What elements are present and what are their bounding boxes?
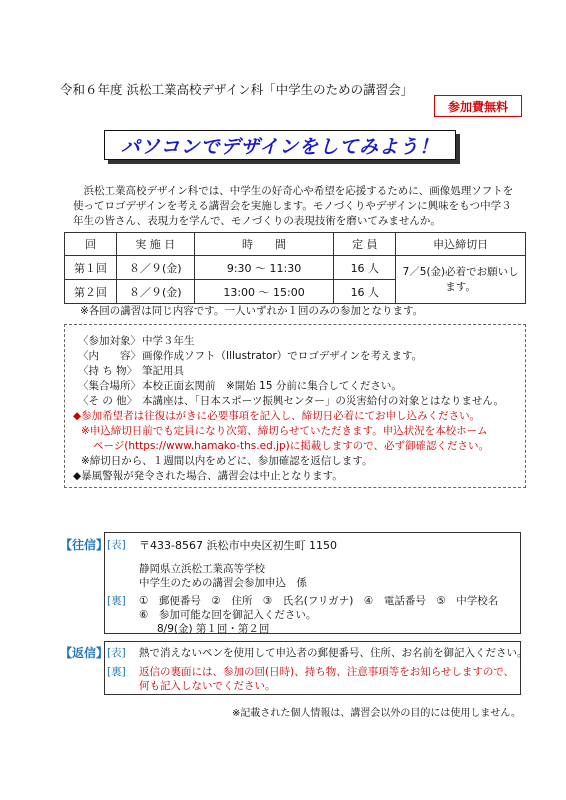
closing-notice-line2: ページ(https://www.hamako-ths.ed.jp)に掲載しますので、必ず御確認ください。 bbox=[93, 440, 490, 452]
date-cell: ８／９(金) bbox=[116, 280, 194, 304]
content-value: 画像作成ソフト（Illustrator）でロゴデザインを考えます。 bbox=[142, 350, 423, 362]
content-line bbox=[78, 348, 422, 363]
session-options: 8/9(金) 第１回・第２回 bbox=[157, 623, 270, 635]
back-tag: [裏] bbox=[107, 666, 126, 678]
target-key: 〈参加対象〉 bbox=[78, 335, 141, 347]
deadline-text-line2: ます。 bbox=[445, 280, 476, 293]
intro-paragraph: 浜松工業高校デザイン科では、中学生の好奇心や希望を応援するために、画像処理ソフトを使ってロゴデザインを考える講習会を実施します。モノづくりやデザインに興味をもつ中学３年生の皆さん、表現力を学んで、モノづくりの表現技術を磨いてみませんか。 bbox=[73, 185, 514, 227]
session-note: ※各回の講習は同じ内容です。一人いずれか１回のみの参加となります。 bbox=[80, 305, 424, 317]
postal-address: 〒433-8567 浜松市中央区初生町 1150 bbox=[139, 539, 337, 552]
details-box bbox=[64, 324, 526, 488]
other-value: 本講座は、「日本スポーツ振興センター」の災害給付の対象とはなりません。 bbox=[142, 395, 505, 407]
outgoing-label: 【往信】 bbox=[60, 538, 109, 552]
time-cell: 13:00 ～ 15:00 bbox=[194, 280, 334, 304]
reply-back-line1: 返信の裏面には、参加の回(日時)、持ち物、注意事項等をお知らせしますので、 bbox=[139, 666, 515, 678]
recipient-name: 中学生のための講習会参加申込 係 bbox=[139, 577, 307, 589]
back-tag: [裏] bbox=[107, 595, 126, 607]
target-value: 中学３年生 bbox=[142, 335, 195, 347]
front-tag: [表] bbox=[107, 647, 126, 659]
reply-label: 【返信】 bbox=[60, 646, 109, 660]
other-line bbox=[78, 393, 504, 408]
items-key: 〈持 ち 物〉 bbox=[78, 365, 138, 377]
deadline-cell bbox=[396, 256, 526, 304]
deadline-text-line1: 7／5(金)必着でお願いし bbox=[402, 265, 519, 278]
place-line bbox=[78, 378, 402, 393]
reply-front-text: 熱で消えないペンを使用して申込者の郵便番号、住所、お名前を御記入ください。 bbox=[139, 647, 528, 659]
round-cell: 第２回 bbox=[65, 280, 117, 304]
page-title: 令和６年度 浜松工業高校デザイン科「中学生のための講習会」 bbox=[60, 82, 414, 97]
content-key: 〈内 容〉 bbox=[78, 350, 141, 362]
header-round: 回 bbox=[65, 233, 117, 256]
items-value: 筆記用具 bbox=[142, 365, 184, 377]
apply-instruction: ◆参加希望者は往復はがきに必要事項を記入し、締切日必着にてお申し込みください。 bbox=[73, 410, 481, 422]
time-cell: 9:30 ～ 11:30 bbox=[194, 256, 334, 280]
header-deadline: 申込締切日 bbox=[396, 233, 526, 256]
free-participation-badge: 参加費無料 bbox=[434, 95, 522, 117]
required-fields: ① 郵便番号 ② 住所 ③ 氏名(フリガナ) ④ 電話番号 ⑤ 中学校名 bbox=[139, 595, 499, 607]
schedule-header-row bbox=[65, 233, 526, 256]
reply-card-box bbox=[104, 641, 528, 695]
schedule-table bbox=[64, 232, 526, 304]
target-line bbox=[78, 333, 195, 348]
header-time: 時 間 bbox=[194, 233, 334, 256]
round-cell: 第１回 bbox=[65, 256, 117, 280]
reply-back-line2: 何も記入しないでください。 bbox=[139, 680, 276, 692]
header-date: 実 施 日 bbox=[116, 233, 194, 256]
field-six: ⑥ 参加可能な回を御記入ください。 bbox=[139, 609, 317, 621]
outgoing-card-box bbox=[104, 532, 521, 634]
items-line bbox=[78, 363, 184, 378]
capacity-cell: 16 人 bbox=[334, 256, 396, 280]
header-capacity: 定 員 bbox=[334, 233, 396, 256]
storm-notice: ◆暴風警報が発令された場合、講習会は中止となります。 bbox=[73, 470, 343, 482]
capacity-cell: 16 人 bbox=[334, 280, 396, 304]
place-key: 〈集合場所〉 bbox=[78, 380, 141, 392]
table-row bbox=[65, 256, 526, 280]
school-name: 静岡県立浜松工業高等学校 bbox=[139, 563, 265, 575]
date-cell: ８／９(金) bbox=[116, 256, 194, 280]
headline-banner: パソコンでデザインをしてみよう！ bbox=[104, 130, 456, 160]
privacy-note: ※記載された個人情報は、講習会以外の目的には使用しません。 bbox=[232, 708, 521, 719]
reply-notice: ※締切日から、１週間以内をめどに、参加確認を返信します。 bbox=[81, 455, 373, 467]
front-tag: [表] bbox=[107, 539, 126, 551]
place-value: 本校正面玄関前 ※開始 15 分前に集合してください。 bbox=[142, 380, 402, 392]
closing-notice-line1: ※申込締切日前でも定員になり次第、締切らせていただきます。申込状況を本校ホーム bbox=[81, 425, 488, 437]
other-key: 〈そ の 他〉 bbox=[78, 395, 138, 407]
